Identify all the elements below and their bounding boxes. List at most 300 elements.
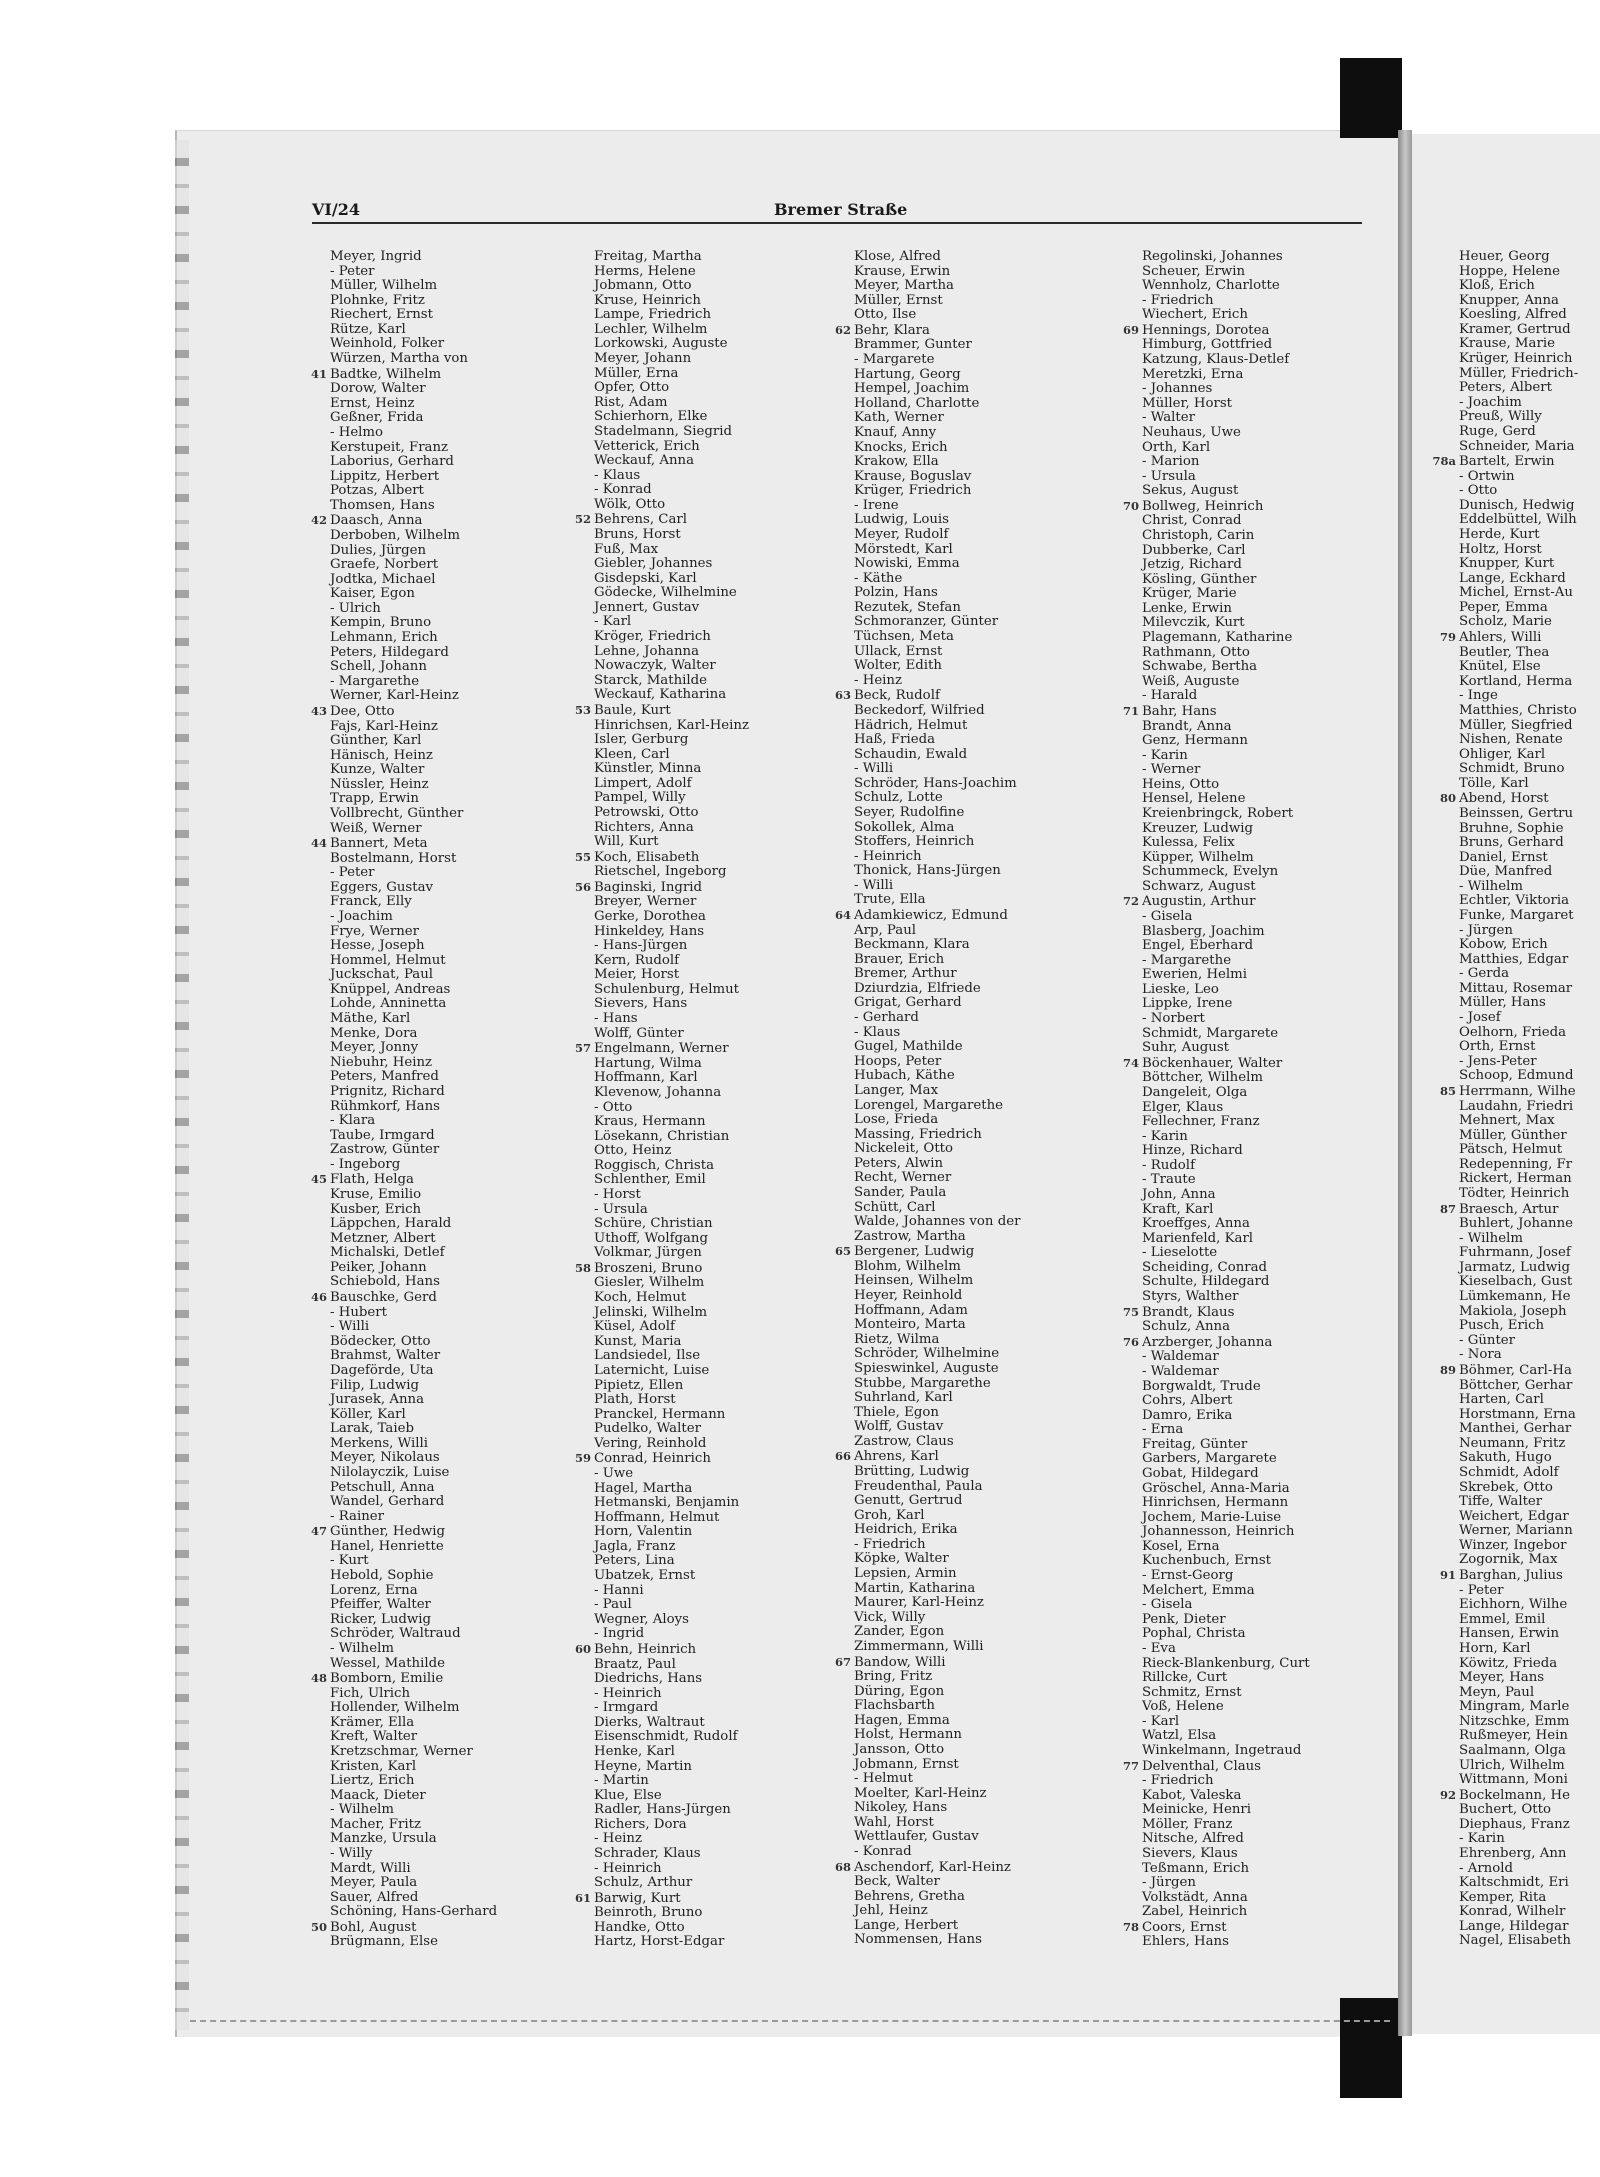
- resident-name: - Arnold: [1459, 1860, 1514, 1876]
- resident-name: Polzin, Hans: [854, 585, 938, 601]
- resident-entry: [820, 1026, 1090, 1041]
- resident-entry: [296, 1041, 562, 1056]
- resident-name: Schaudin, Ewald: [854, 746, 968, 762]
- resident-name: Bödecker, Otto: [330, 1333, 431, 1349]
- house-number: 72: [1122, 894, 1139, 909]
- house-number: 62: [834, 322, 851, 337]
- resident-entry: [1108, 792, 1368, 807]
- resident-entry: [1425, 1934, 1600, 1949]
- resident-entry: [560, 1086, 826, 1101]
- resident-entry: [560, 806, 826, 821]
- resident-entry: [1108, 1598, 1368, 1613]
- resident-name: Teßmann, Erich: [1142, 1860, 1250, 1876]
- resident-name: Beck, Walter: [854, 1874, 940, 1890]
- resident-entry: [820, 1084, 1090, 1099]
- resident-name: Peters, Alwin: [854, 1155, 944, 1171]
- resident-entry: [1425, 279, 1600, 294]
- resident-entry: [1425, 1363, 1600, 1379]
- resident-entry: [560, 1467, 826, 1482]
- resident-entry: [560, 1584, 826, 1599]
- resident-name: - Gisela: [1142, 909, 1193, 925]
- resident-entry: [820, 835, 1090, 850]
- resident-name: Schüre, Christian: [594, 1216, 713, 1232]
- resident-name: Dulies, Jürgen: [330, 542, 427, 558]
- resident-name: Müller, Ernst: [854, 292, 943, 308]
- resident-entry: [820, 1523, 1090, 1538]
- resident-name: Knütel, Else: [1459, 659, 1541, 675]
- resident-entry: [296, 1905, 562, 1920]
- resident-entry: [296, 1891, 562, 1906]
- resident-entry: [1108, 865, 1368, 880]
- resident-entry: [820, 1377, 1090, 1392]
- resident-entry: [820, 1596, 1090, 1611]
- resident-entry: [1425, 381, 1600, 396]
- resident-entry: [1425, 601, 1600, 616]
- house-number: 41: [310, 366, 327, 381]
- resident-entry: [560, 308, 826, 323]
- resident-name: Uthoff, Wolfgang: [594, 1230, 709, 1246]
- resident-name: Trapp, Erwin: [330, 791, 419, 807]
- resident-entry: [560, 454, 826, 469]
- resident-entry: [1108, 1789, 1368, 1804]
- resident-entry: [560, 733, 826, 748]
- resident-entry: [296, 1642, 562, 1657]
- resident-entry: [296, 749, 562, 764]
- resident-entry: [1425, 865, 1600, 880]
- resident-name: Schulenburg, Helmut: [594, 981, 739, 997]
- resident-name: Recht, Werner: [854, 1170, 952, 1186]
- resident-entry: [560, 410, 826, 425]
- resident-entry: [1425, 733, 1600, 748]
- resident-name: Schütt, Carl: [854, 1199, 936, 1215]
- resident-entry: [1425, 1715, 1600, 1730]
- resident-name: Heyne, Martin: [594, 1758, 692, 1774]
- resident-name: - Gerhard: [854, 1010, 919, 1026]
- resident-name: Pfeiffer, Walter: [330, 1597, 431, 1613]
- resident-name: Limpert, Adolf: [594, 775, 692, 791]
- resident-entry: [560, 1891, 826, 1907]
- resident-name: Hagel, Martha: [594, 1480, 693, 1496]
- house-number: 61: [574, 1890, 591, 1905]
- resident-name: Seyer, Rudolfine: [854, 804, 965, 820]
- resident-name: Kroeffges, Anna: [1142, 1216, 1250, 1232]
- resident-entry: [820, 1801, 1090, 1816]
- resident-name: Scholz, Marie: [1459, 614, 1552, 630]
- resident-name: Peiker, Johann: [330, 1259, 427, 1275]
- resident-entry: [1425, 1847, 1600, 1862]
- resident-entry: [560, 265, 826, 280]
- resident-name: Menke, Dora: [330, 1025, 418, 1041]
- resident-name: Tölle, Karl: [1459, 775, 1529, 791]
- house-number: 48: [310, 1671, 327, 1686]
- resident-name: Kruse, Emilio: [330, 1187, 422, 1202]
- resident-entry: [296, 382, 562, 397]
- resident-entry: [820, 1758, 1090, 1773]
- resident-entry: [1108, 1380, 1368, 1395]
- resident-entry: [296, 1158, 562, 1173]
- resident-name: Merkens, Willi: [330, 1435, 429, 1451]
- resident-name: Hempel, Joachim: [854, 381, 970, 397]
- resident-entry: [560, 1745, 826, 1760]
- resident-entry: [560, 294, 826, 309]
- resident-entry: [560, 1188, 826, 1203]
- resident-entry: [296, 734, 562, 749]
- resident-name: Peters, Albert: [1459, 380, 1553, 396]
- resident-entry: [1108, 1700, 1368, 1715]
- resident-name: Peters, Hildegard: [330, 644, 449, 660]
- resident-entry: [1425, 851, 1600, 866]
- resident-entry: [296, 910, 562, 925]
- resident-entry: [560, 469, 826, 484]
- resident-name: - Gerda: [1459, 966, 1510, 982]
- resident-entry: [1108, 1217, 1368, 1232]
- resident-entry: [1108, 925, 1368, 940]
- resident-name: - Horst: [594, 1187, 641, 1202]
- resident-entry: [560, 1598, 826, 1613]
- resident-entry: [1108, 573, 1368, 588]
- resident-name: Fuß, Max: [594, 541, 659, 557]
- house-number: 78: [1122, 1919, 1139, 1934]
- resident-name: Isler, Gerburg: [594, 732, 689, 748]
- resident-name: Kath, Werner: [854, 410, 944, 426]
- resident-entry: [1108, 1511, 1368, 1526]
- resident-entry: [1425, 1524, 1600, 1539]
- resident-name: Dangeleit, Olga: [1142, 1084, 1248, 1100]
- resident-entry: [820, 674, 1090, 689]
- resident-entry: [820, 1142, 1090, 1157]
- resident-name: Hoffmann, Karl: [594, 1070, 698, 1086]
- resident-name: Sokollek, Alma: [854, 819, 955, 835]
- resident-name: Mäthe, Karl: [330, 1011, 411, 1027]
- house-number: 91: [1439, 1568, 1456, 1583]
- resident-name: Hommel, Helmut: [330, 952, 446, 968]
- resident-name: Wolter, Edith: [854, 658, 942, 674]
- resident-name: Lange, Eckhard: [1459, 570, 1566, 586]
- resident-name: Giebler, Johannes: [594, 556, 713, 572]
- resident-entry: [1108, 1540, 1368, 1555]
- resident-name: Meyer, Rudolf: [854, 526, 949, 542]
- resident-entry: [1108, 1101, 1368, 1116]
- resident-entry: [296, 1364, 562, 1379]
- resident-entry: [296, 1803, 562, 1818]
- resident-entry: [1425, 1422, 1600, 1437]
- resident-entry: [560, 1335, 826, 1350]
- resident-name: Böttcher, Gerhar: [1459, 1377, 1573, 1393]
- resident-entry: [1425, 1261, 1600, 1276]
- resident-entry: [1425, 1876, 1600, 1891]
- scan-margin-bar-bottom: [1340, 1998, 1402, 2098]
- resident-entry: [1108, 1056, 1368, 1072]
- resident-name: Fuhrmann, Josef: [1459, 1245, 1571, 1261]
- resident-entry: [820, 1625, 1090, 1640]
- resident-name: Fajs, Karl-Heinz: [330, 718, 438, 734]
- resident-name: Radler, Hans-Jürgen: [594, 1802, 731, 1818]
- resident-name: Orth, Ernst: [1459, 1039, 1536, 1055]
- resident-name: - Traute: [1142, 1172, 1196, 1188]
- resident-entry: [1425, 748, 1600, 763]
- resident-name: Möller, Franz: [1142, 1816, 1233, 1832]
- resident-entry: [1425, 1158, 1600, 1173]
- resident-entry: [820, 1816, 1090, 1831]
- resident-entry: [296, 397, 562, 412]
- resident-name: Jobmann, Ernst: [854, 1756, 959, 1772]
- resident-name: Ahlers, Willi: [1459, 630, 1542, 646]
- resident-name: Kaltschmidt, Eri: [1459, 1875, 1569, 1891]
- resident-name: Zabel, Heinrich: [1142, 1904, 1248, 1920]
- resident-name: - Jens-Peter: [1459, 1053, 1537, 1069]
- resident-entry: [560, 1482, 826, 1497]
- resident-name: Schmitz, Ernst: [1142, 1684, 1242, 1700]
- resident-entry: [296, 866, 562, 881]
- resident-entry: [820, 1845, 1090, 1860]
- resident-name: Weichert, Edgar: [1459, 1508, 1569, 1524]
- resident-name: Jodtka, Michael: [330, 571, 436, 587]
- resident-entry: [820, 1494, 1090, 1509]
- resident-entry: [820, 1449, 1090, 1465]
- resident-name: - Peter: [330, 865, 375, 881]
- resident-entry: [560, 659, 826, 674]
- resident-name: Kulessa, Felix: [1142, 835, 1235, 851]
- resident-name: Wessel, Mathilde: [330, 1655, 446, 1671]
- resident-name: Lenke, Erwin: [1142, 600, 1232, 616]
- resident-entry: [820, 1435, 1090, 1450]
- resident-name: Rickert, Herman: [1459, 1171, 1572, 1187]
- house-number: 68: [834, 1859, 851, 1874]
- resident-name: Wolff, Günter: [594, 1025, 684, 1041]
- resident-name: - Margarethe: [330, 673, 420, 689]
- resident-entry: [296, 1671, 562, 1687]
- resident-name: Zastrow, Martha: [854, 1228, 966, 1244]
- resident-entry: [820, 1830, 1090, 1845]
- resident-name: Freitag, Martha: [594, 249, 702, 264]
- resident-entry: [296, 1524, 562, 1540]
- resident-entry: [820, 528, 1090, 543]
- resident-entry: [820, 791, 1090, 806]
- resident-name: - Irmgard: [594, 1700, 659, 1716]
- resident-name: - Josef: [1459, 1010, 1501, 1026]
- resident-entry: [296, 631, 562, 646]
- resident-entry: [1108, 1920, 1368, 1936]
- house-number: 69: [1122, 322, 1139, 337]
- resident-entry: [1108, 294, 1368, 309]
- resident-name: Heins, Otto: [1142, 776, 1220, 792]
- resident-name: Läppchen, Harald: [330, 1216, 452, 1232]
- resident-entry: [560, 865, 826, 880]
- resident-entry: [1425, 1613, 1600, 1628]
- resident-entry: [820, 938, 1090, 953]
- resident-name: - Heinrich: [594, 1685, 662, 1701]
- resident-name: Delventhal, Claus: [1142, 1758, 1262, 1774]
- resident-entry: [560, 1349, 826, 1364]
- resident-entry: [560, 748, 826, 763]
- resident-name: - Konrad: [594, 482, 652, 498]
- resident-entry: [560, 1701, 826, 1716]
- resident-entry: [1108, 1041, 1368, 1056]
- resident-entry: [1425, 1832, 1600, 1847]
- resident-name: Heuer, Georg: [1459, 250, 1550, 264]
- resident-name: Pampel, Willy: [594, 790, 686, 806]
- resident-name: Wahl, Horst: [854, 1814, 934, 1830]
- resident-name: - Karl: [1142, 1713, 1180, 1729]
- resident-name: Kempin, Bruno: [330, 615, 432, 631]
- resident-name: - Werner: [1142, 762, 1201, 778]
- resident-name: Günther, Hedwig: [330, 1524, 445, 1540]
- resident-entry: [1108, 1613, 1368, 1628]
- resident-name: Jennert, Gustav: [594, 599, 700, 615]
- resident-entry: [560, 440, 826, 455]
- resident-entry: [1108, 1818, 1368, 1833]
- page-code: VI/24: [312, 200, 361, 219]
- resident-name: Düring, Egon: [854, 1683, 945, 1699]
- resident-name: Schröder, Hans-Joachim: [854, 775, 1017, 791]
- resident-entry: [296, 983, 562, 998]
- resident-entry: [1108, 1159, 1368, 1174]
- resident-entry: [820, 1406, 1090, 1421]
- resident-name: Ewerien, Helmi: [1142, 967, 1248, 983]
- resident-entry: [1108, 308, 1368, 323]
- house-number: 50: [310, 1919, 327, 1934]
- resident-name: Otto, Ilse: [854, 307, 917, 323]
- house-number: 64: [834, 908, 851, 923]
- resident-entry: [560, 645, 826, 660]
- resident-entry: [1425, 1671, 1600, 1686]
- resident-entry: [820, 1640, 1090, 1655]
- resident-name: Mörstedt, Karl: [854, 541, 953, 557]
- resident-entry: [1108, 1086, 1368, 1101]
- resident-entry: [296, 1862, 562, 1877]
- resident-entry: [1425, 1744, 1600, 1759]
- resident-name: - Ursula: [594, 1201, 648, 1217]
- resident-entry: [820, 1787, 1090, 1802]
- resident-entry: [820, 908, 1090, 924]
- resident-name: Koch, Helmut: [594, 1290, 687, 1306]
- house-number: 47: [310, 1524, 327, 1539]
- resident-name: Bockelmann, He: [1459, 1787, 1570, 1803]
- resident-entry: [296, 411, 562, 426]
- resident-name: Sander, Paula: [854, 1185, 947, 1200]
- resident-entry: [1425, 352, 1600, 367]
- resident-name: Damro, Erika: [1142, 1407, 1233, 1423]
- resident-name: Filip, Ludwig: [330, 1377, 420, 1393]
- resident-name: Kieselbach, Gust: [1459, 1274, 1573, 1290]
- resident-name: Dee, Otto: [330, 703, 395, 719]
- resident-entry: [296, 1027, 562, 1042]
- resident-entry: [1108, 675, 1368, 690]
- resident-name: Buhlert, Johanne: [1459, 1216, 1573, 1232]
- resident-entry: [820, 543, 1090, 558]
- resident-entry: [296, 1818, 562, 1833]
- resident-entry: [1108, 880, 1368, 895]
- resident-name: - Ingrid: [594, 1626, 645, 1642]
- resident-entry: [1108, 1729, 1368, 1744]
- resident-name: Hubach, Käthe: [854, 1068, 955, 1084]
- resident-name: Arp, Paul: [854, 922, 917, 938]
- directory-column-1: [296, 250, 562, 1950]
- house-number: 66: [834, 1449, 851, 1464]
- resident-entry: [296, 1379, 562, 1394]
- resident-name: Braesch, Artur: [1459, 1201, 1559, 1217]
- resident-entry: [296, 1920, 562, 1936]
- resident-name: Meyer, Hans: [1459, 1670, 1545, 1686]
- resident-name: Meyer, Ingrid: [330, 249, 422, 264]
- resident-entry: [820, 382, 1090, 397]
- resident-entry: [560, 1261, 826, 1277]
- scan-margin-bar-top: [1340, 58, 1402, 138]
- resident-entry: [820, 1552, 1090, 1567]
- resident-entry: [296, 689, 562, 704]
- house-number: 65: [834, 1244, 851, 1259]
- resident-name: Lippitz, Herbert: [330, 468, 440, 484]
- resident-name: Gisdepski, Karl: [594, 570, 697, 586]
- resident-entry: [1425, 646, 1600, 661]
- resident-name: Würzen, Martha von: [330, 351, 468, 367]
- resident-name: - Johannes: [1142, 381, 1213, 397]
- resident-entry: [1425, 1393, 1600, 1408]
- resident-name: Krüger, Friedrich: [854, 483, 972, 499]
- resident-entry: [1108, 1115, 1368, 1130]
- resident-name: Brandt, Anna: [1142, 718, 1232, 734]
- resident-entry: [820, 1055, 1090, 1070]
- resident-entry: [1425, 1408, 1600, 1423]
- resident-entry: [1108, 1027, 1368, 1042]
- resident-entry: [296, 602, 562, 617]
- resident-name: Franck, Elly: [330, 894, 412, 910]
- resident-name: Matthies, Christo: [1459, 702, 1577, 718]
- resident-entry: [296, 265, 562, 280]
- resident-entry: [296, 1056, 562, 1071]
- resident-entry: [820, 455, 1090, 470]
- resident-entry: [1425, 822, 1600, 837]
- resident-entry: [820, 1230, 1090, 1245]
- resident-entry: [1108, 807, 1368, 822]
- resident-entry: [1108, 1012, 1368, 1027]
- resident-name: Prignitz, Richard: [330, 1083, 445, 1099]
- resident-name: Elger, Klaus: [1142, 1099, 1224, 1115]
- resident-entry: [1108, 1409, 1368, 1424]
- resident-entry: [820, 615, 1090, 630]
- resident-entry: [560, 1803, 826, 1818]
- house-number: 59: [574, 1451, 591, 1466]
- resident-entry: [560, 1437, 826, 1452]
- resident-entry: [1425, 1759, 1600, 1774]
- resident-entry: [1108, 749, 1368, 764]
- resident-entry: [1108, 1290, 1368, 1305]
- resident-name: - Joachim: [330, 909, 393, 925]
- resident-name: Echtler, Viktoria: [1459, 893, 1570, 909]
- resident-entry: [1425, 1129, 1600, 1144]
- resident-name: Nikoley, Hans: [854, 1800, 948, 1816]
- resident-entry: [1425, 1539, 1600, 1554]
- resident-entry: [560, 688, 826, 703]
- resident-name: Mittau, Rosemar: [1459, 980, 1573, 996]
- resident-name: - Klaus: [854, 1024, 901, 1040]
- resident-entry: [1108, 1438, 1368, 1453]
- resident-name: Horstmann, Erna: [1459, 1406, 1576, 1422]
- resident-name: Schlenther, Emil: [594, 1172, 706, 1188]
- resident-name: Schmidt, Bruno: [1459, 761, 1565, 777]
- resident-entry: [296, 881, 562, 896]
- resident-name: Hennings, Dorotea: [1142, 322, 1270, 338]
- resident-name: Zogornik, Max: [1459, 1552, 1558, 1568]
- resident-name: Landsiedel, Ilse: [594, 1348, 701, 1364]
- resident-entry: [1425, 586, 1600, 601]
- resident-name: Müller, Günther: [1459, 1127, 1567, 1143]
- resident-name: - Heinz: [594, 1831, 643, 1847]
- resident-entry: [1425, 265, 1600, 280]
- resident-name: Lösekann, Christian: [594, 1128, 730, 1144]
- resident-name: Kösling, Günther: [1142, 571, 1257, 587]
- resident-entry: [1108, 1232, 1368, 1247]
